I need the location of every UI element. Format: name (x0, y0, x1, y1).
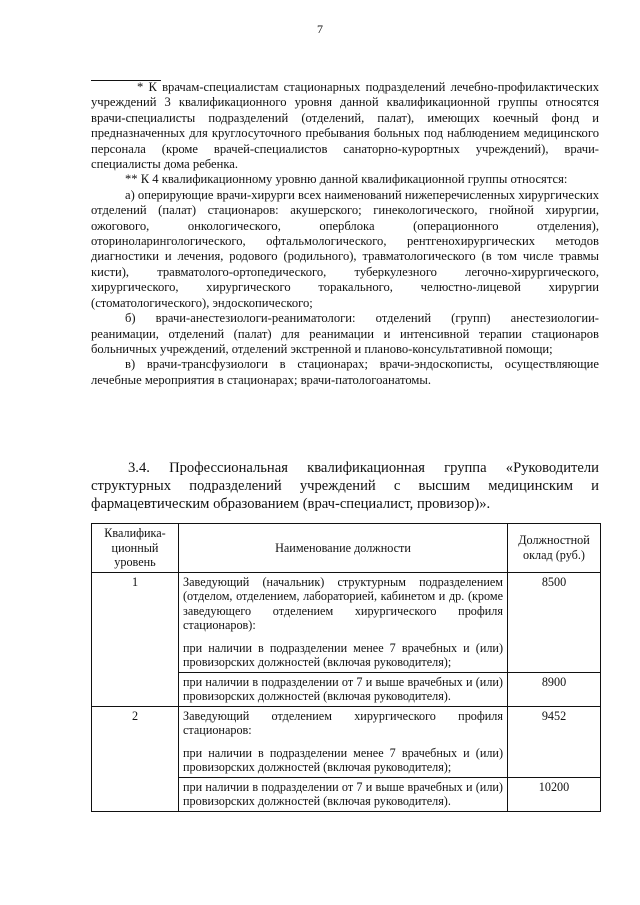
level-cell: 1 (92, 572, 179, 706)
salary-cell: 8900 (508, 672, 601, 706)
position-cell (179, 572, 508, 672)
footnote-2: ** К 4 квалификационному уровню данной квалификационной группы относятся: (125, 172, 568, 187)
header-salary: Должностной оклад (руб.) (508, 524, 601, 573)
position-condition: при наличии в подразделении менее 7 врачебных и (или) провизорских должностей (включая руководителя); (183, 640, 503, 669)
header-position: Наименование должности (179, 524, 508, 573)
page-number: 7 (317, 22, 323, 36)
footnote-item-a: а) оперирующие врачи-хирурги всех наименований нижеперечисленных хирургических отделений (палат) стационаров: акушерского; гинекологического, гнойной хирургии, ожогового, онкологического, оперблока (операционного отделения), оториноларингологического, офтальмологического, рентгенохирургических методов диагностики и лечения, родового (родильного), травматологического (в том числе травмы кисти), травматолого-ортопедического, туберкулезного легочно-хирургического, хирургического, хирургического торакального, челюстно-лицевой хирургии (стоматологического), эндоскопического; (91, 187, 599, 310)
position-condition: при наличии в подразделении от 7 и выше врачебных и (или) провизорских должностей (включая руководителя). (179, 672, 508, 706)
table-row (92, 706, 601, 777)
salary-table (91, 523, 601, 812)
level-cell: 2 (92, 706, 179, 811)
table-header-row (92, 524, 601, 573)
position-cell (179, 706, 508, 777)
footnote-item-b: б) врачи-анестезиологи-реаниматологи: отделений (групп) анестезиологии-реанимации, отделений (палат) для реанимации и интенсивной терапии стационаров больничных учреждений, отделений экстренной и планово-консультативной помощи; (91, 311, 599, 356)
footnote-1: * К врачам-специалистам стационарных подразделений лечебно-профилактических учреждений 3 квалификационного уровня данной квалификационной группы относятся врачи-специалисты подразделений (отделений, палат), имеющих коечный фонд и предназначенных для круглосуточного пребывания больных под наблюдением медицинского персонала (кроме врачей-специалистов санаторно-курортных учреждений), врачи-специалисты дома ребенка. (91, 80, 599, 172)
position-condition: при наличии в подразделении от 7 и выше врачебных и (или) провизорских должностей (включая руководителя). (179, 777, 508, 811)
header-level: Квалифика-ционный уровень (92, 524, 179, 573)
salary-cell: 9452 (508, 706, 601, 777)
position-condition: при наличии в подразделении менее 7 врачебных и (или) провизорских должностей (включая руководителя); (183, 745, 503, 774)
salary-cell: 10200 (508, 777, 601, 811)
position-title: Заведующий отделением хирургического профиля стационаров: (183, 708, 503, 737)
footnote-item-c: в) врачи-трансфузиологи в стационарах; врачи-эндоскописты, осуществляющие лечебные мероприятия в стационарах; врачи-патологоанатомы. (91, 357, 599, 387)
position-title: Заведующий (начальник) структурным подразделением (отделом, отделением, лабораторией, кабинетом и др. (кроме заведующего отделением хирургического профиля стационаров): (183, 574, 503, 632)
table-row (92, 572, 601, 672)
section-heading: 3.4. Профессиональная квалификационная группа «Руководители структурных подразделений учреждений с высшим медицинским и фармацевтическим образованием (врач-специалист, провизор)». (91, 460, 599, 512)
footnotes-block (91, 80, 599, 388)
salary-cell: 8500 (508, 572, 601, 672)
